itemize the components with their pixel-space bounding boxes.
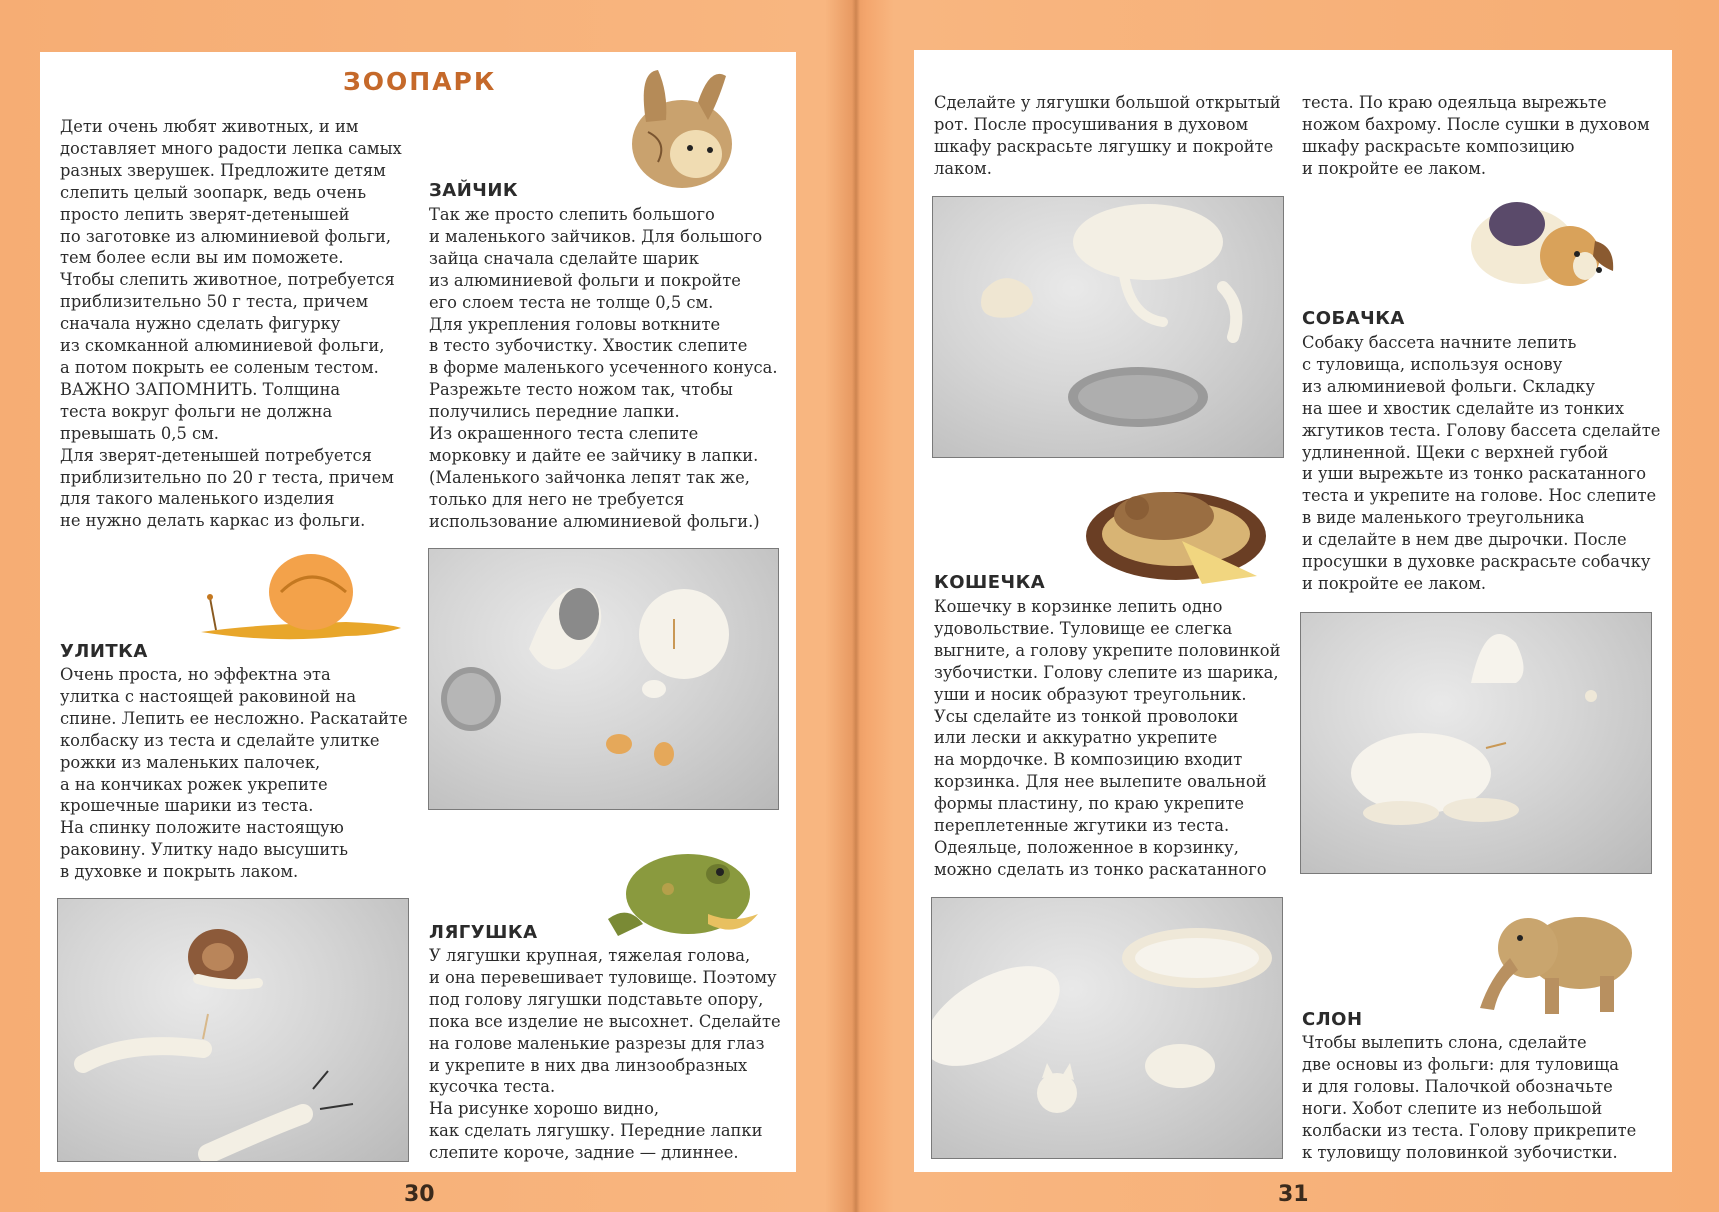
snail-steps-photo	[57, 898, 409, 1162]
frog-figure-image	[598, 844, 760, 944]
frog-text: У лягушки крупная, тяжелая голова, и она перевешивает туловище. Поэтому под голову лягушки подставьте опору, пока все изделие не высохнет. Сделайте на голове маленькие разрезы для глаз и укрепите в них два линзообразных кусочка теста. На рисунке хорошо видно, как сделать лягушку. Передние лапки слепите короче, задние — длиннее.	[429, 946, 781, 1163]
dog-figure-image	[1465, 196, 1615, 304]
elephant-figure-image	[1470, 898, 1638, 1020]
bunny-text: Так же просто слепить большого и маленького зайчиков. Для большого зайца сначала сделайте шарик из алюминиевой фольги и покройте его слоем теста не толще 0,5 см. Для укрепления головы воткните в тесто зубочистку. Хвостик слепите в форме маленького усеченного конуса. Разрежьте тесто ножом так, чтобы получились передние лапки. Из окрашенного теста слепите морковку и дайте ее зайчику в лапки. (Маленького зайчонка лепят так же, только для него не требуется использование алюминиевой фольги.)	[429, 205, 778, 531]
dog-heading: СОБАЧКА	[1302, 308, 1405, 329]
cat-figure-image	[1082, 476, 1270, 586]
cat-heading: КОШЕЧКА	[934, 572, 1046, 593]
bunny-figure-image	[618, 62, 746, 194]
intro-text: Дети очень любят животных, и им доставляет много радости лепка самых разных зверушек. Предложите детям слепить целый зоопарк, ведь очень просто лепить зверят-детенышей по заготовке из алюминиевой фольги, тем более если вы им поможете. Чтобы слепить животное, потребуется приблизительно 50 г теста, причем сначала нужно сделать фигурку из скомканной алюминиевой фольги, а потом покрыть ее соленым тестом. ВАЖНО ЗАПОМНИТЬ. Толщина теста вокруг фольги не должна превышать 0,5 см. Для зверят-детенышей потребуется приблизительно по 20 г теста, причем для такого маленького изделия не нужно делать каркас из фольги.	[60, 117, 402, 531]
dog-steps-photo	[1300, 612, 1652, 874]
elephant-heading: СЛОН	[1302, 1009, 1363, 1030]
cat-steps-photo	[931, 897, 1283, 1159]
blanket-continued-text: теста. По краю одеяльца вырежьте ножом бахрому. После сушки в духовом шкафу раскрасьте композицию и покройте ее лаком.	[1302, 93, 1650, 178]
snail-figure-image	[196, 552, 406, 652]
bunny-heading: ЗАЙЧИК	[429, 180, 519, 201]
snail-text: Очень проста, но эффектна эта улитка с настоящей раковиной на спине. Лепить ее несложно. Раскатайте колбаску из теста и сделайте улитке рожки из маленьких палочек, а на кончиках рожек укрепите крошечные шарики из теста. На спинку положите настоящую раковину. Улитку надо высушить в духовке и покрыть лаком.	[60, 665, 408, 882]
page-number-left: 30	[404, 1182, 435, 1207]
snail-heading: УЛИТКА	[60, 641, 148, 662]
frog-continued-text: Сделайте у лягушки большой открытый рот. После просушивания в духовом шкафу раскрасьте лягушку и покройте лаком.	[934, 93, 1281, 178]
page-title: ЗООПАРК	[343, 67, 497, 96]
frog-steps-photo	[932, 196, 1284, 458]
elephant-text: Чтобы вылепить слона, сделайте две основы из фольги: для туловища и для головы. Палочкой обозначьте ноги. Хобот слепите из небольшой колбаски из теста. Голову прикрепите к туловищу половинкой зубочистки.	[1302, 1033, 1637, 1162]
bunny-steps-photo	[428, 548, 779, 810]
page-number-right: 31	[1278, 1182, 1309, 1207]
frog-heading: ЛЯГУШКА	[429, 922, 538, 943]
cat-text: Кошечку в корзинке лепить одно удовольствие. Туловище ее слегка выгните, а голову укрепите половинкой зубочистки. Голову слепите из шарика, уши и носик образуют треугольник. Усы сделайте из тонкой проволоки или лески и аккуратно укрепите на мордочке. В композицию входит корзинка. Для нее вылепите овальной формы пластину, по краю укрепите переплетенные жгутики из теста. Одеяльце, положенное в корзинку, можно сделать из тонко раскатанного	[934, 597, 1281, 879]
dog-text: Собаку бассета начните лепить с туловища, используя основу из алюминиевой фольги. Складку на шее и хвостик сделайте из тонких жгутиков теста. Голову бассета сделайте удлиненной. Щеки с верхней губой и уши вырежьте из тонко раскатанного теста и укрепите на голове. Нос слепите в виде маленького треугольника и сделайте в нем две дырочки. После просушки в духовке раскрасьте собачку и покройте ее лаком.	[1302, 333, 1661, 593]
book-gutter	[852, 0, 860, 1212]
